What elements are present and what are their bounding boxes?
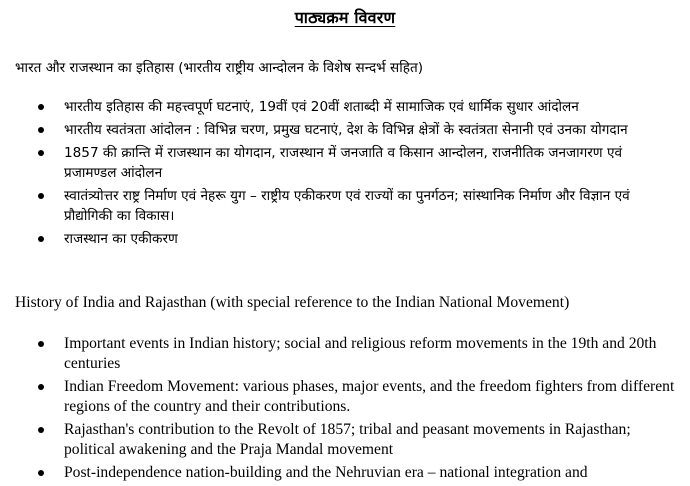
page-title-text: पाठ्यक्रम विवरण — [294, 8, 396, 27]
list-item — [0, 97, 676, 117]
bullet-icon — [38, 470, 44, 476]
hindi-section-heading: भारत और राजस्थान का इतिहास (भारतीय राष्ट्रीय आन्दोलन के विशेष सन्दर्भ सहित) — [15, 60, 424, 76]
list-item — [0, 143, 676, 183]
list-item-text: Post-independence nation-building and the Nehruvian era – national integration and — [64, 464, 588, 481]
list-item-text: भारतीय इतिहास की महत्त्वपूर्ण घटनाएं, 19वीं एवं 20वीं शताब्दी में सामाजिक एवं धार्मिक सुधार आंदोलन — [64, 99, 579, 115]
bullet-icon — [38, 427, 44, 433]
list-item-text: 1857 की क्रान्ति में राजस्थान का योगदान, राजस्थान में जनजाति व किसान आन्दोलन, राजनीतिक जनजागरण एवं प्रजामण्डल आंदोलन — [64, 145, 623, 181]
list-item — [0, 377, 676, 417]
bullet-icon — [38, 341, 44, 347]
list-item-text: भारतीय स्वतंत्रता आंदोलन : विभिन्न चरण, प्रमुख घटनाएं, देश के विभिन्न क्षेत्रों के स्वतंत्रता सेनानी एवं उनका योगदान — [64, 122, 628, 138]
list-item — [0, 420, 676, 460]
bullet-icon — [38, 127, 44, 133]
list-item — [0, 186, 676, 226]
list-item-text: Indian Freedom Movement: various phases, major events, and the freedom fighters from different regions of the country and their contributions. — [64, 378, 675, 415]
english-topic-list — [0, 334, 676, 486]
list-item-text: राजस्थान का एकीकरण — [64, 231, 178, 247]
english-section-heading: History of India and Rajasthan (with special reference to the Indian National Movement) — [15, 294, 570, 311]
page-title — [0, 7, 690, 29]
list-item-text: स्वातंत्र्योत्तर राष्ट्र निर्माण एवं नेहरू युग – राष्ट्रीय एकीकरण एवं राज्यों का पुनर्गठन; सांस्थानिक निर्माण और विज्ञान एवं प्रौद्योगिकी का विकास। — [64, 188, 630, 224]
list-item — [0, 463, 676, 483]
bullet-icon — [38, 236, 44, 242]
bullet-icon — [38, 150, 44, 156]
list-item — [0, 334, 676, 374]
list-item-text: Rajasthan's contribution to the Revolt of 1857; tribal and peasant movements in Rajasthan; political awakening and the Praja Mandal movement — [64, 421, 631, 458]
bullet-icon — [38, 104, 44, 110]
list-item — [0, 120, 676, 140]
list-item-text: Important events in Indian history; social and religious reform movements in the 19th and 20th centuries — [64, 335, 657, 372]
hindi-topic-list — [0, 97, 676, 252]
bullet-icon — [38, 193, 44, 199]
list-item — [0, 229, 676, 249]
bullet-icon — [38, 384, 44, 390]
